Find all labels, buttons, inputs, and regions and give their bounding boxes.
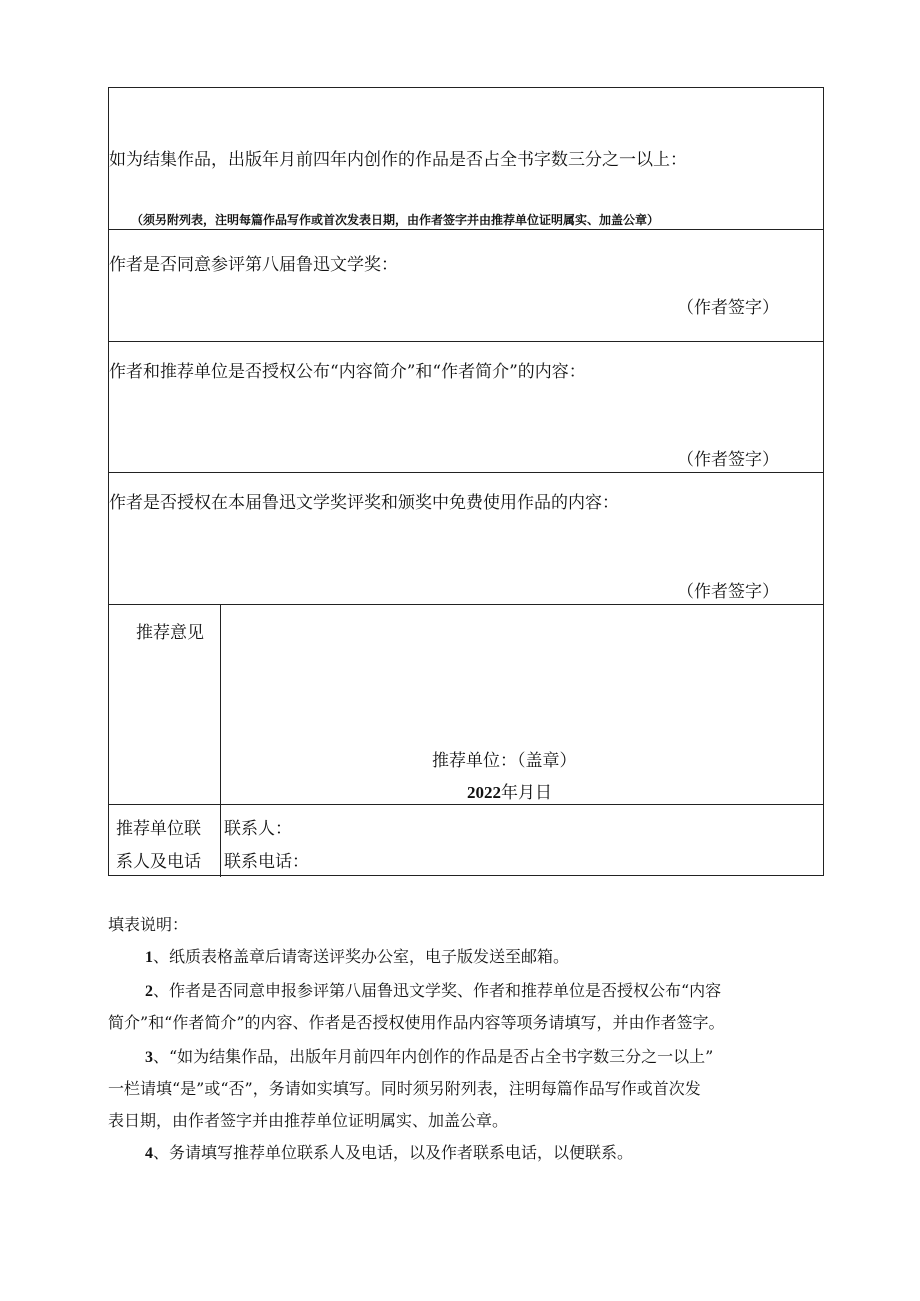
instruction-number: 3 xyxy=(145,1049,153,1066)
row-collection-question xyxy=(109,88,823,230)
collection-note-text: （须另附列表，注明每篇作品写作或首次发表日期，由作者签字并由推荐单位证明属实、加盖公章） xyxy=(131,213,660,227)
instruction-text: 、纸质表格盖章后请寄送评奖办公室，电子版发送至邮箱。 xyxy=(153,947,570,966)
row-contact xyxy=(109,805,823,877)
collection-question-text: 如为结集作品，出版年月前四年内创作的作品是否占全书字数三分之一以上： xyxy=(109,150,687,170)
instruction-item-2 xyxy=(145,978,721,1001)
instruction-item-2-cont: 简介”和“作者简介”的内容、作者是否授权使用作品内容等项务请填写，并由作者签字。 xyxy=(108,1013,725,1032)
contact-label-line1: 推荐单位联 xyxy=(116,819,201,839)
agree-question-text: 作者是否同意参评第八届鲁迅文学奖： xyxy=(109,255,398,275)
row-recommendation xyxy=(109,605,823,805)
recommend-label: 推荐意见 xyxy=(136,623,204,643)
instruction-text: 、“如为结集作品，出版年月前四年内创作的作品是否占全书字数三分之一以上” xyxy=(153,1047,714,1066)
column-divider xyxy=(220,605,221,805)
instruction-number: 2 xyxy=(145,983,153,1000)
row-authorize-use xyxy=(109,473,823,605)
award-form-table xyxy=(108,87,824,876)
recommend-unit-seal: 推荐单位：（盖章） xyxy=(432,751,577,771)
instructions-title: 填表说明： xyxy=(108,915,189,934)
contact-phone-field[interactable]: 联系电话： xyxy=(224,852,309,872)
recommend-date-suffix: 年月日 xyxy=(501,783,552,803)
authorize-use-text: 作者是否授权在本届鲁迅文学奖评奖和颁奖中免费使用作品的内容： xyxy=(109,493,619,513)
recommend-date xyxy=(467,783,552,803)
instruction-number: 4 xyxy=(145,1145,153,1162)
contact-label-line2: 系人及电话 xyxy=(116,852,201,872)
instruction-text: 、作者是否同意申报参评第八届鲁迅文学奖、作者和推荐单位是否授权公布“内容 xyxy=(153,981,722,1000)
instruction-item-3-cont: 一栏请填“是”或“否”，务请如实填写。同时须另附列表，注明每篇作品写作或首次发 xyxy=(108,1079,701,1098)
instruction-item-1 xyxy=(145,944,569,967)
row-agree-question xyxy=(109,230,823,342)
instruction-item-3 xyxy=(145,1044,713,1067)
row-authorize-publish xyxy=(109,342,823,473)
author-signature-label: （作者签字） xyxy=(677,450,779,470)
recommend-year: 2022 xyxy=(467,783,501,802)
instruction-item-4 xyxy=(145,1140,633,1163)
instruction-text: 、务请填写推荐单位联系人及电话，以及作者联系电话，以便联系。 xyxy=(153,1143,634,1162)
authorize-publish-text: 作者和推荐单位是否授权公布“内容简介”和“作者简介”的内容： xyxy=(109,362,586,382)
instruction-number: 1 xyxy=(145,949,153,966)
author-signature-label: （作者签字） xyxy=(677,298,779,318)
author-signature-label: （作者签字） xyxy=(677,582,779,602)
contact-person-field[interactable]: 联系人： xyxy=(224,819,292,839)
instruction-item-3-cont2: 表日期，由作者签字并由推荐单位证明属实、加盖公章。 xyxy=(108,1111,509,1130)
column-divider xyxy=(220,805,221,877)
